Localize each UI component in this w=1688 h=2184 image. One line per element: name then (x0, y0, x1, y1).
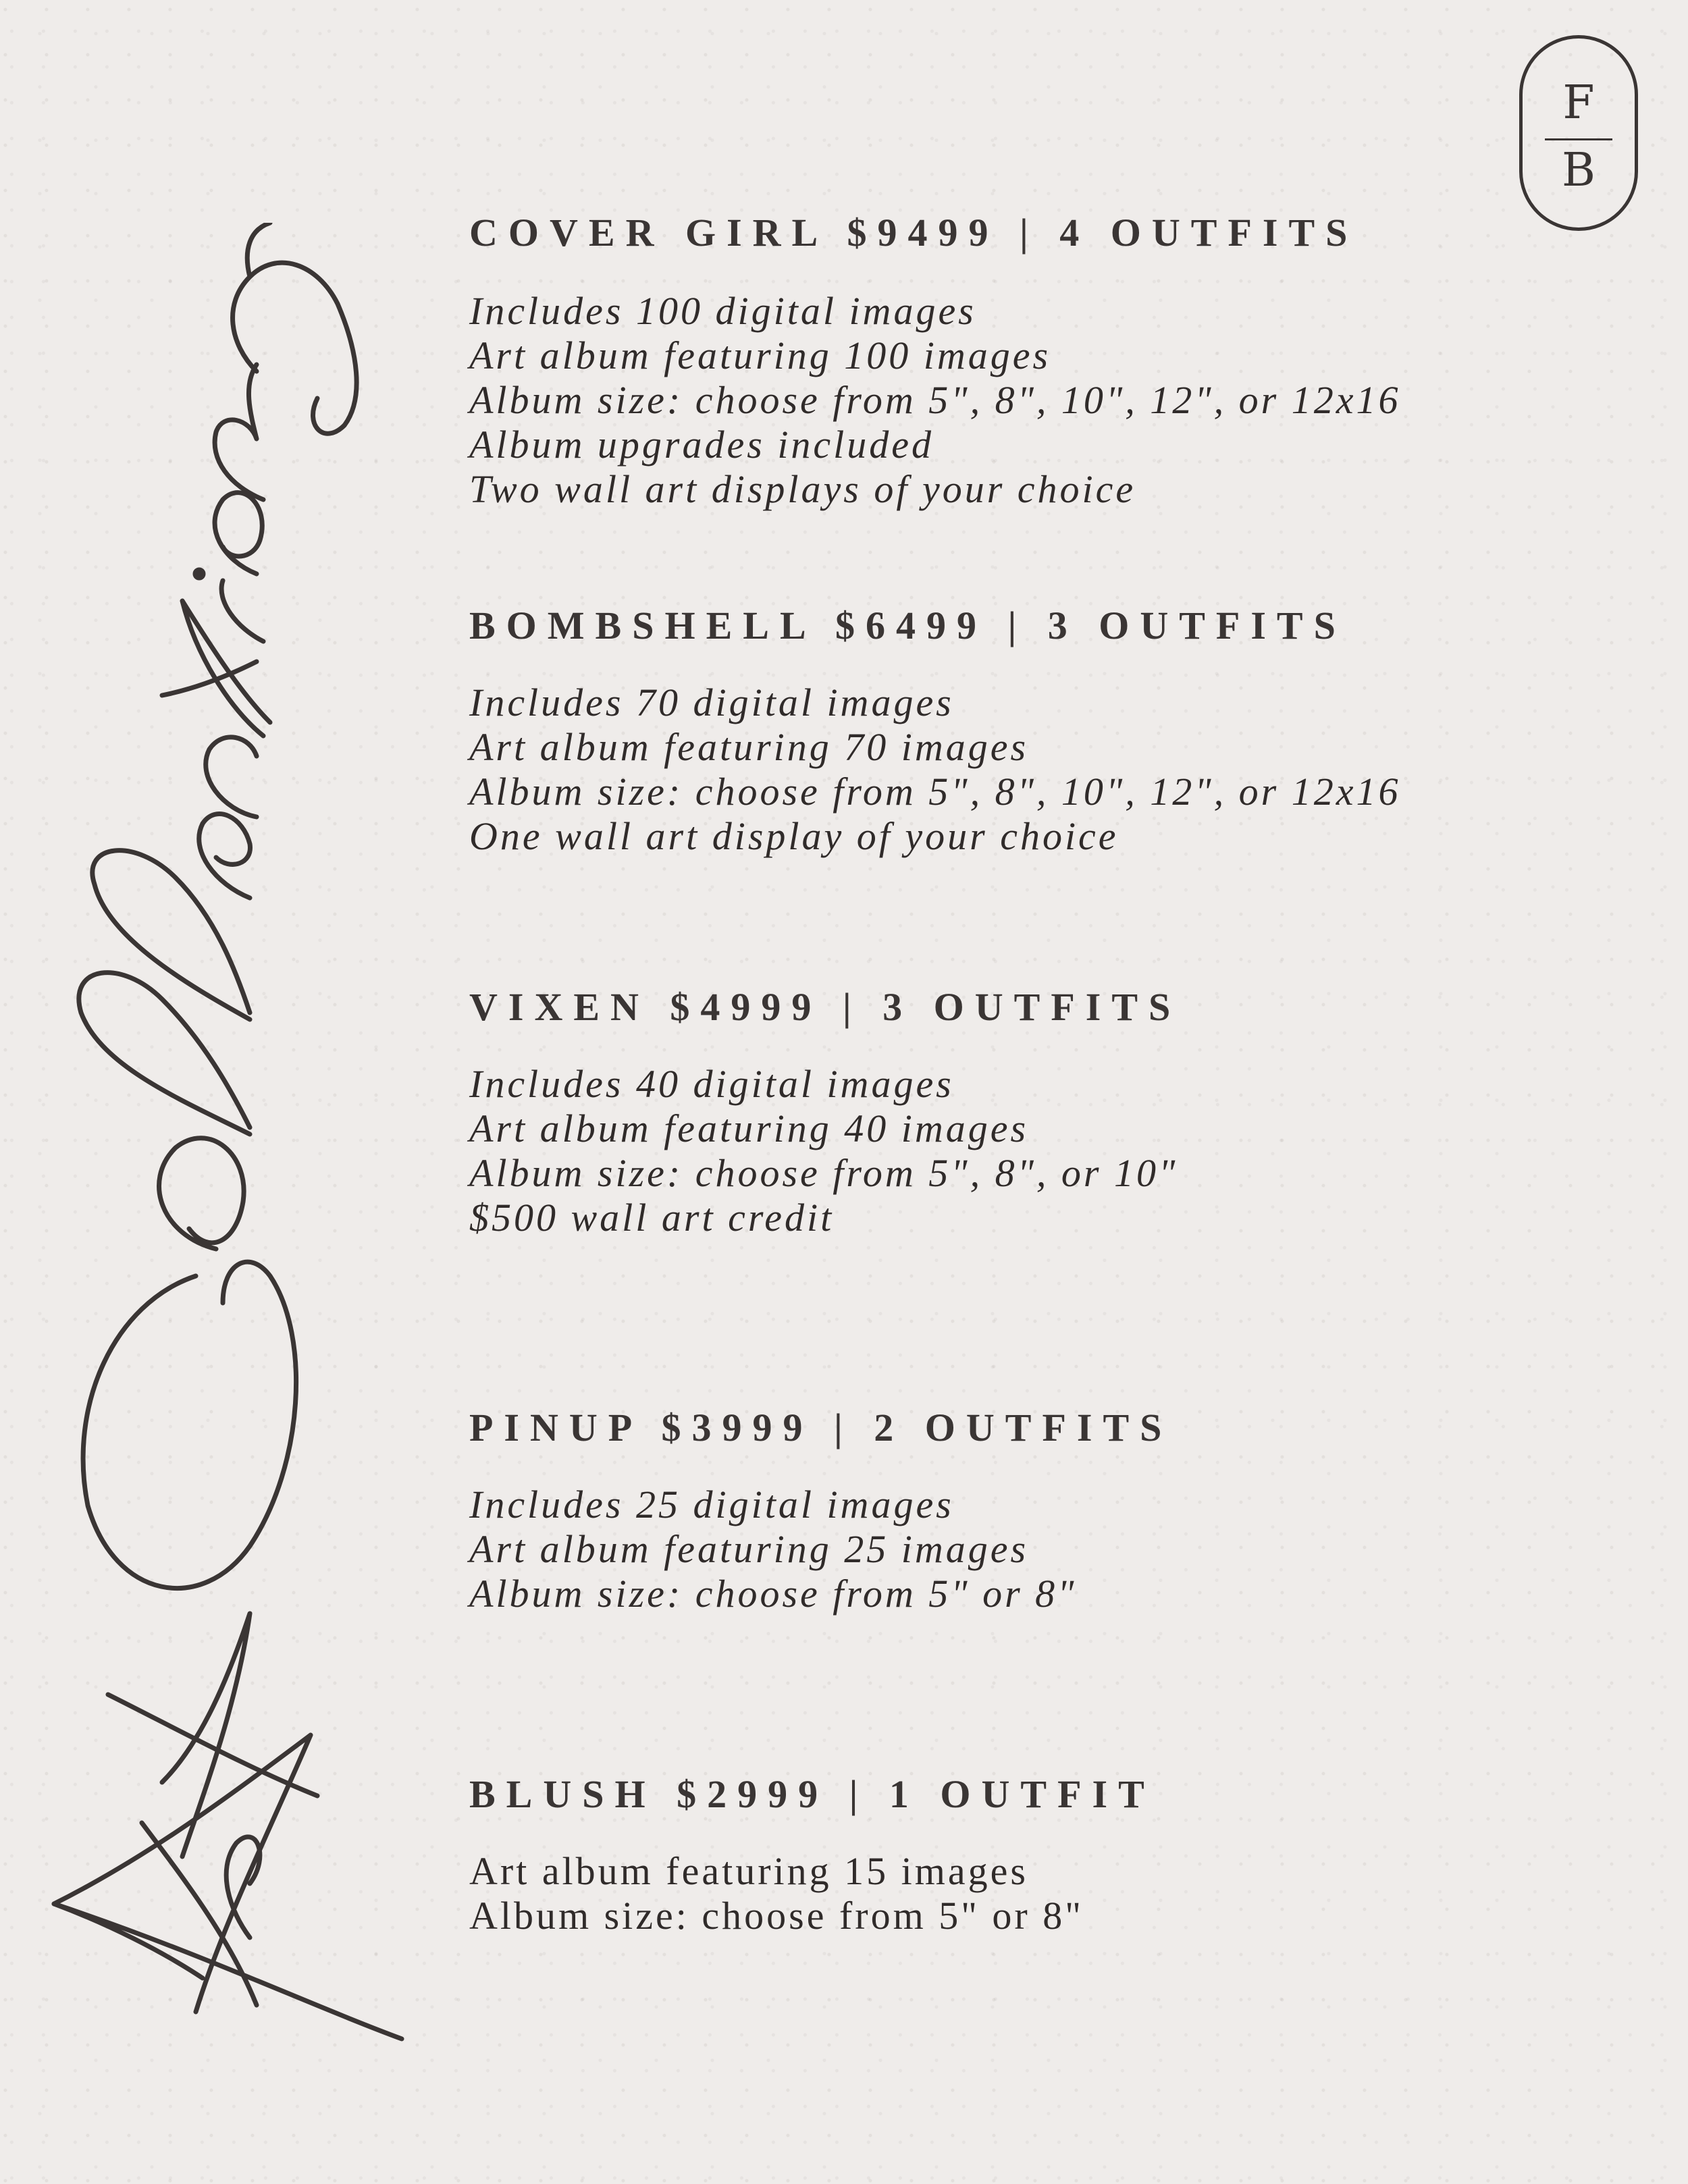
detail-line: Art album featuring 100 images (469, 334, 1051, 377)
detail-line: Art album featuring 70 images (469, 725, 1029, 769)
collection-heading: BOMBSHELL $6499 | 3 OUTFITS (469, 604, 1346, 647)
monogram-divider (1545, 138, 1612, 140)
collection-details (469, 681, 1658, 859)
collection-vixen (469, 985, 1658, 1240)
collection-details (469, 1062, 1658, 1240)
collection-heading: COVER GIRL $9499 | 4 OUTFITS (469, 211, 1359, 255)
detail-line: Album size: choose from 5", 8", 10", 12", or 12x16 (469, 770, 1401, 814)
detail-line: Art album featuring 15 images (469, 1849, 1028, 1893)
detail-line: Includes 70 digital images (469, 681, 954, 724)
detail-line: Two wall art displays of your choice (469, 467, 1136, 511)
monogram-letter-bottom: B (1562, 144, 1595, 197)
collection-cover-girl (469, 213, 1658, 512)
collection-heading: BLUSH $2999 | 1 OUTFIT (469, 1772, 1155, 1816)
detail-line: Album size: choose from 5", 8", or 10" (469, 1151, 1178, 1195)
collection-bombshell (469, 606, 1658, 859)
detail-line: Includes 25 digital images (469, 1483, 954, 1526)
collection-details (469, 1483, 1658, 1616)
detail-line: Includes 40 digital images (469, 1062, 954, 1106)
detail-line: Includes 100 digital images (469, 289, 976, 333)
detail-line: Album size: choose from 5" or 8" (469, 1572, 1077, 1616)
detail-line: Art album featuring 25 images (469, 1527, 1029, 1571)
monogram-letter-top: F (1562, 76, 1595, 130)
detail-line: Art album featuring 40 images (469, 1107, 1029, 1150)
collection-heading: PINUP $3999 | 2 OUTFITS (469, 1406, 1173, 1449)
collection-details (469, 289, 1658, 512)
detail-line: $500 wall art credit (469, 1196, 835, 1240)
detail-line: Album size: choose from 5" or 8" (469, 1894, 1084, 1938)
detail-line: Album upgrades included (469, 423, 934, 467)
detail-line: One wall art display of your choice (469, 814, 1119, 858)
collection-details (469, 1849, 1658, 1938)
collection-blush (469, 1772, 1658, 1938)
collection-heading: VIXEN $4999 | 3 OUTFITS (469, 985, 1182, 1029)
collection-pinup (469, 1408, 1658, 1616)
script-title-art-collections (27, 223, 432, 2073)
detail-line: Album size: choose from 5", 8", 10", 12", or 12x16 (469, 378, 1401, 422)
monogram-badge (1519, 35, 1638, 231)
